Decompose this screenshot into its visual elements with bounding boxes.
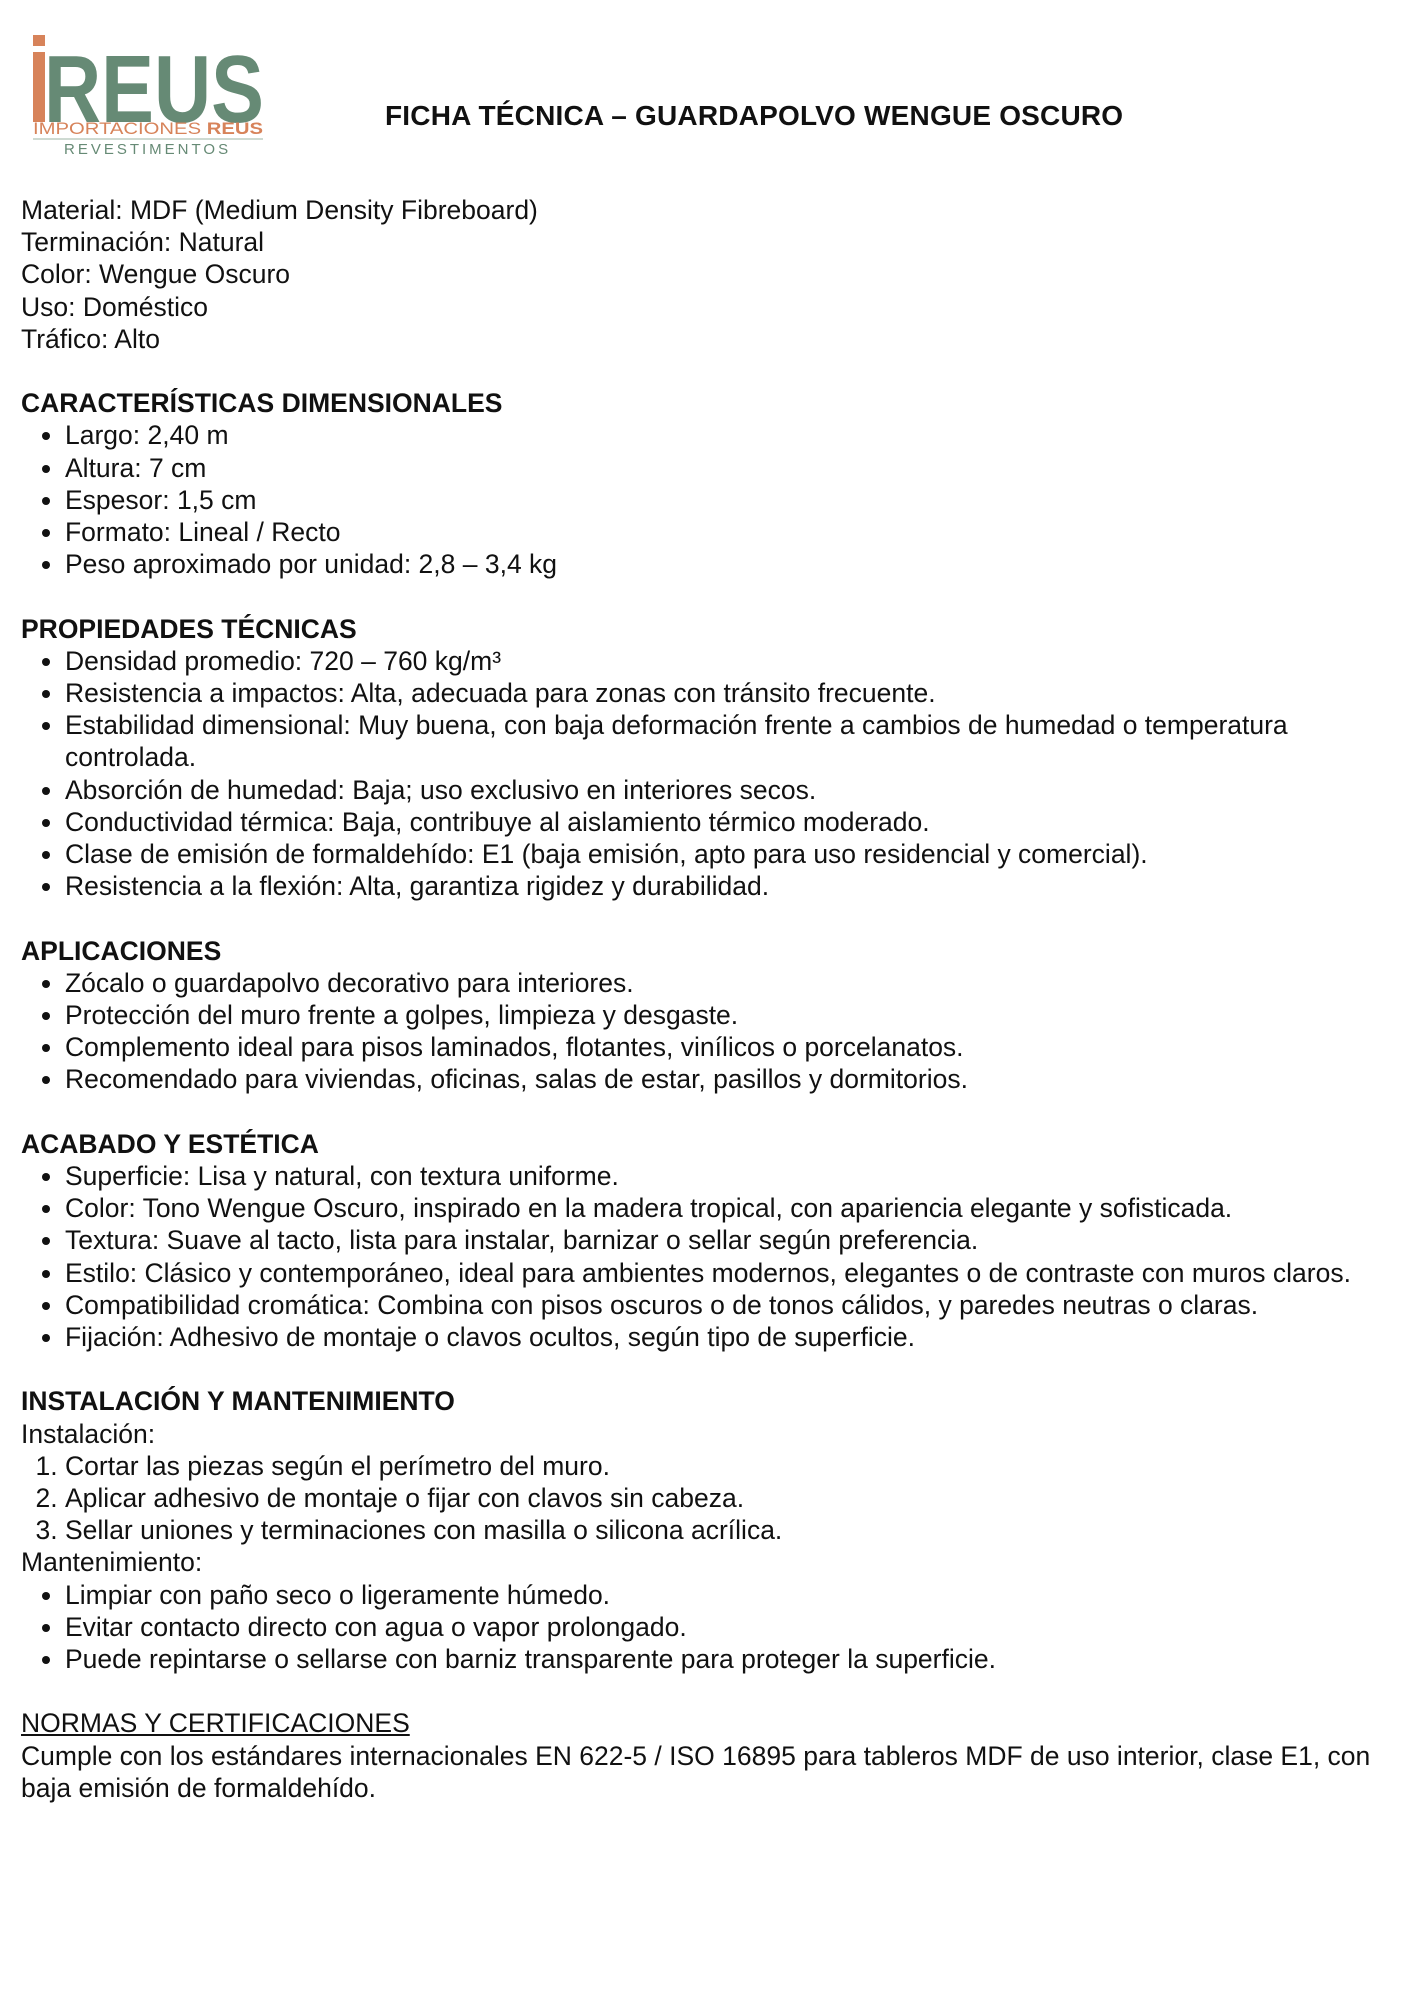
- maint-list: [21, 1579, 1406, 1676]
- color: Color: Wengue Oscuro: [21, 259, 291, 290]
- list-item: • Largo: 2,40 m: [65, 419, 1406, 451]
- company-logo: [30, 32, 275, 154]
- list-item: 2. Aplicar adhesivo de montaje o fijar con clavos sin cabeza.: [65, 1482, 1406, 1514]
- list-item: • Compatibilidad cromática: Combina con pisos oscuros o de tonos cálidos, y paredes neutras o claras.: [65, 1289, 1406, 1321]
- list-item: • Puede repintarse o sellarse con barniz transparente para proteger la superficie.: [65, 1643, 1406, 1675]
- list-item: • Espesor: 1,5 cm: [65, 484, 1406, 516]
- list-item: • Recomendado para viviendas, oficinas, salas de estar, pasillos y dormitorios.: [65, 1063, 1406, 1095]
- list-item: • Absorción de humedad: Baja; uso exclusivo en interiores secos.: [65, 774, 1406, 806]
- list-item: • Fijación: Adhesivo de montaje o clavos ocultos, según tipo de superficie.: [65, 1321, 1406, 1353]
- maint-label: Mantenimiento:: [21, 1547, 203, 1578]
- install-label: Instalación:: [21, 1418, 156, 1449]
- list-item: • Altura: 7 cm: [65, 452, 1406, 484]
- material: Material: MDF (Medium Density Fibreboard): [21, 195, 538, 225]
- normas-text: Cumple con los estándares internacionales EN 622-5 / ISO 16895 para tableros MDF de uso interior, clase E1, con baja emisión de formaldehído.: [21, 1740, 1371, 1803]
- svg-text:REUS: REUS: [44, 36, 264, 143]
- list-item: • Evitar contacto directo con agua o vapor prolongado.: [65, 1611, 1406, 1643]
- list-item: • Estilo: Clásico y contemporáneo, ideal para ambientes modernos, elegantes o de contraste con muros claros.: [65, 1257, 1406, 1289]
- svg-text:IMPORTACIONES REUS: IMPORTACIONES REUS: [33, 119, 254, 138]
- tecnicas-list: [21, 645, 1406, 903]
- section-heading-tecnicas: PROPIEDADES TÉCNICAS: [21, 613, 357, 644]
- list-item: • Complemento ideal para pisos laminados, flotantes, vinílicos o porcelanatos.: [65, 1031, 1406, 1063]
- list-item: • Resistencia a la flexión: Alta, garantiza rigidez y durabilidad.: [65, 870, 1406, 902]
- list-item: • Peso aproximado por unidad: 2,8 – 3,4 kg: [65, 548, 1406, 580]
- list-item: • Resistencia a impactos: Alta, adecuada para zonas con tránsito frecuente.: [65, 677, 1406, 709]
- list-item: • Textura: Suave al tacto, lista para instalar, barnizar o sellar según preferencia.: [65, 1224, 1406, 1256]
- list-item: • Conductividad térmica: Baja, contribuye al aislamiento térmico moderado.: [65, 806, 1406, 838]
- list-item: • Zócalo o guardapolvo decorativo para interiores.: [65, 967, 1406, 999]
- install-steps: [21, 1450, 1406, 1547]
- list-item: • Protección del muro frente a golpes, limpieza y desgaste.: [65, 999, 1406, 1031]
- page-title: FICHA TÉCNICA – GUARDAPOLVO WENGUE OSCURO: [385, 100, 1124, 131]
- uso: Uso: Doméstico: [21, 291, 209, 322]
- list-item: 3. Sellar uniones y terminaciones con masilla o silicona acrílica.: [65, 1514, 1406, 1546]
- list-item: • Estabilidad dimensional: Muy buena, con baja deformación frente a cambios de humedad o temperatura controlada.: [65, 709, 1406, 773]
- trafico: Tráfico: Alto: [21, 323, 160, 354]
- dimensional-list: [21, 419, 1406, 580]
- section-heading-normas: NORMAS Y CERTIFICACIONES: [21, 1708, 410, 1739]
- section-heading-instalacion: INSTALACIÓN Y MANTENIMIENTO: [21, 1386, 455, 1417]
- list-item: • Limpiar con paño seco o ligeramente húmedo.: [65, 1579, 1406, 1611]
- list-item: • Color: Tono Wengue Oscuro, inspirado en la madera tropical, con apariencia elegante y sofisticada.: [65, 1192, 1406, 1224]
- acabado-list: [21, 1160, 1406, 1353]
- section-heading-acabado: ACABADO Y ESTÉTICA: [21, 1128, 319, 1159]
- svg-text:REVESTIMENTOS: REVESTIMENTOS: [64, 141, 232, 154]
- aplicaciones-list: [21, 967, 1406, 1096]
- list-item: • Superficie: Lisa y natural, con textura uniforme.: [65, 1160, 1406, 1192]
- list-item: • Formato: Lineal / Recto: [65, 516, 1406, 548]
- section-heading-dimensional: CARACTERÍSTICAS DIMENSIONALES: [21, 388, 503, 419]
- list-item: • Clase de emisión de formaldehído: E1 (baja emisión, apto para uso residencial y comercial).: [65, 838, 1406, 870]
- section-heading-aplicaciones: APLICACIONES: [21, 935, 222, 966]
- document-body: [21, 194, 1406, 1804]
- terminacion: Terminación: Natural: [21, 227, 265, 258]
- list-item: • Densidad promedio: 720 – 760 kg/m³: [65, 645, 1406, 677]
- list-item: 1. Cortar las piezas según el perímetro del muro.: [65, 1450, 1406, 1482]
